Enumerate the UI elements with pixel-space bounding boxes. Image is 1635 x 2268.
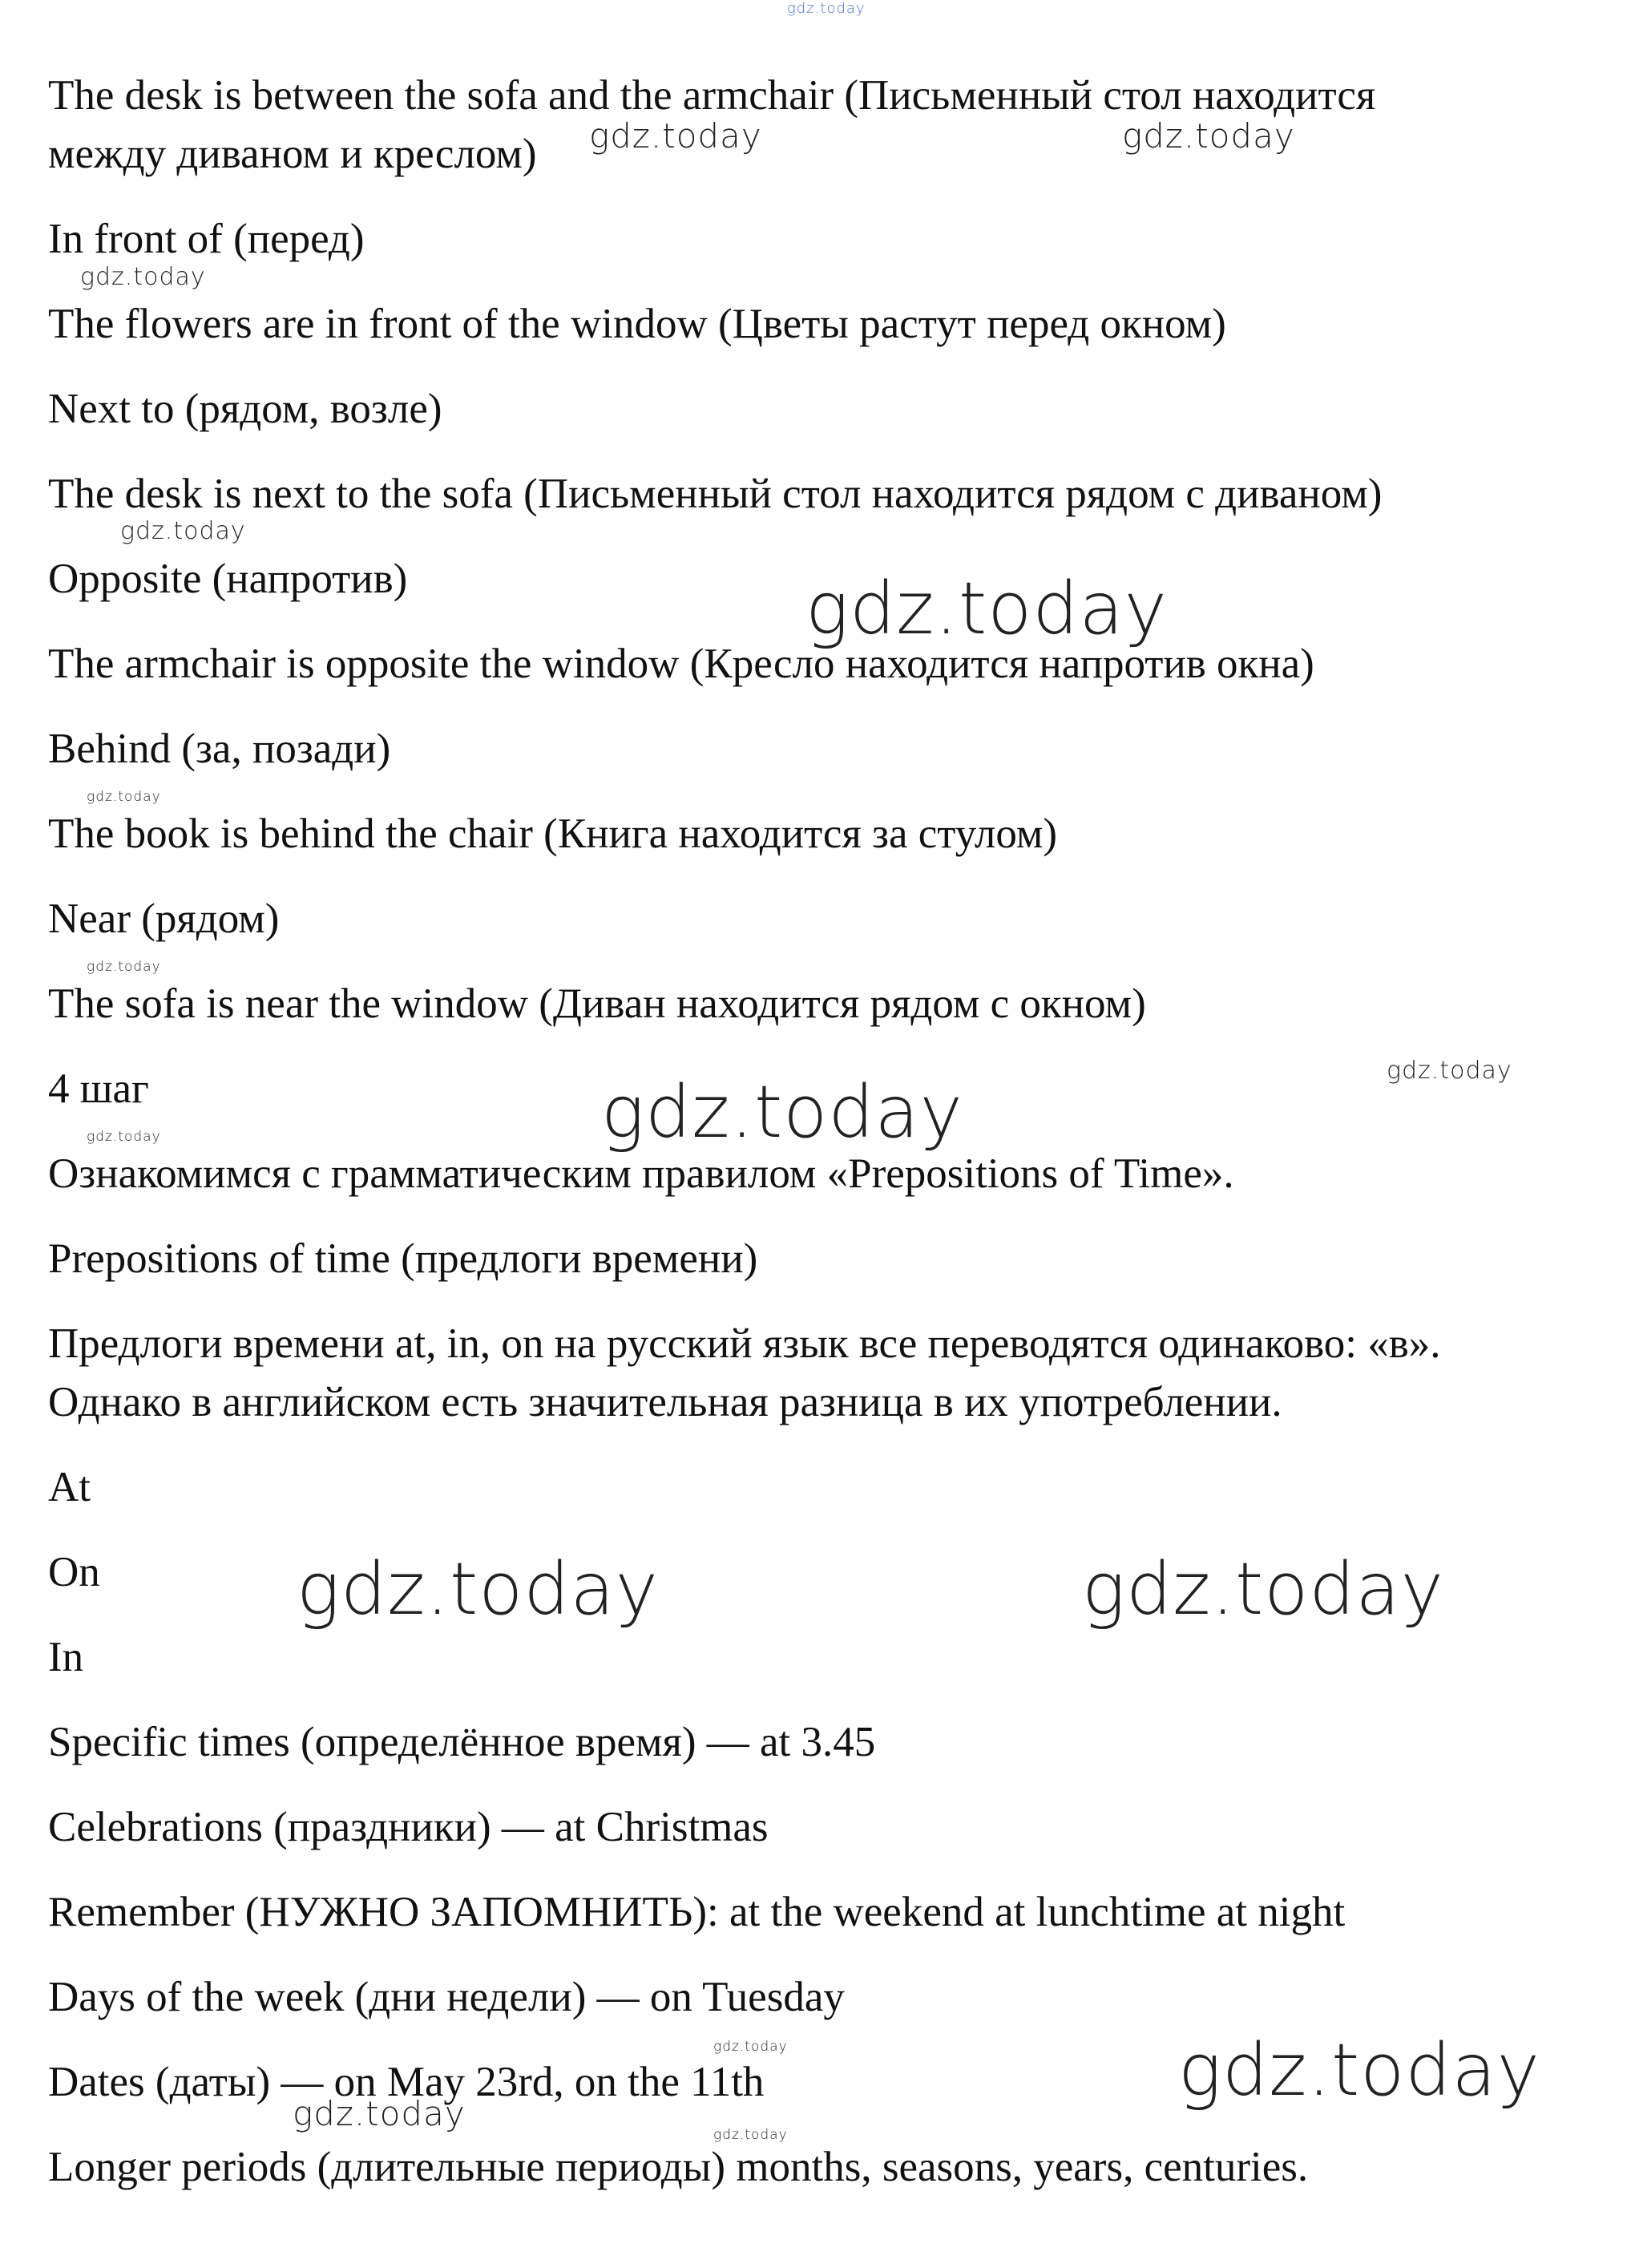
text-line-24: Days of the week (дни недели) — on Tuesday (48, 1974, 845, 2020)
text-line-9: Behind (за, позади) (48, 726, 391, 772)
watermark: gdz.today (87, 789, 161, 805)
watermark: gdz.today (1387, 1057, 1512, 1085)
watermark: gdz.today (805, 567, 1168, 651)
text-line-13: 4 шаг (48, 1065, 149, 1112)
text-line-20: In (48, 1634, 84, 1680)
text-line-26: Longer periods (длительные периоды) months, seasons, years, centuries. (48, 2144, 1309, 2190)
watermark: gdz.today (589, 116, 762, 156)
text-line-19: On (48, 1549, 100, 1595)
text-line-2: между диваном и креслом) (48, 131, 537, 177)
text-line-1: The desk is between the sofa and the armchair (Письменный стол находится (48, 72, 1376, 119)
text-line-17: Однако в английском есть значительная разница в их употреблении. (48, 1379, 1282, 1425)
text-line-3: In front of (перед) (48, 216, 365, 262)
text-line-4: The flowers are in front of the window (Цветы растут перед окном) (48, 301, 1226, 347)
watermark: gdz.today (80, 263, 206, 291)
text-line-6: The desk is next to the sofa (Письменный стол находится рядом с диваном) (48, 471, 1383, 517)
text-line-16: Предлоги времени at, in, on на русский язык все переводятся одинаково: «в». (48, 1320, 1441, 1367)
watermark: gdz.today (713, 2039, 788, 2055)
text-line-11: Near (рядом) (48, 895, 280, 942)
text-line-22: Celebrations (праздники) — at Christmas (48, 1804, 769, 1850)
watermark: gdz.today (120, 517, 246, 545)
watermark: gdz.today (297, 1547, 659, 1631)
watermark-top: gdz.today (787, 0, 866, 17)
text-line-10: The book is behind the chair (Книга находится за стулом) (48, 811, 1058, 857)
watermark: gdz.today (1082, 1547, 1444, 1631)
text-line-25: Dates (даты) — on May 23rd, on the 11th (48, 2059, 765, 2105)
watermark: gdz.today (601, 1070, 963, 1154)
text-line-14: Ознакомимся с грамматическим правилом «Prepositions of Time». (48, 1150, 1234, 1197)
text-line-5: Next to (рядом, возле) (48, 386, 442, 432)
text-line-7: Opposite (напротив) (48, 556, 408, 602)
text-line-21: Specific times (определённое время) — at 3.45 (48, 1719, 876, 1765)
text-line-15: Prepositions of time (предлоги времени) (48, 1235, 758, 1282)
watermark: gdz.today (87, 1129, 161, 1145)
text-line-23: Remember (НУЖНО ЗАПОМНИТЬ): at the weekend at lunchtime at night (48, 1889, 1346, 1935)
watermark: gdz.today (713, 2127, 788, 2143)
text-line-12: The sofa is near the window (Диван находится рядом с окном) (48, 980, 1146, 1027)
watermark: gdz.today (293, 2094, 466, 2133)
text-line-8: The armchair is opposite the window (Кресло находится напротив окна) (48, 641, 1314, 687)
watermark: gdz.today (87, 959, 161, 975)
watermark: gdz.today (1122, 116, 1295, 156)
text-line-18: At (48, 1464, 91, 1510)
watermark: gdz.today (1178, 2028, 1540, 2112)
